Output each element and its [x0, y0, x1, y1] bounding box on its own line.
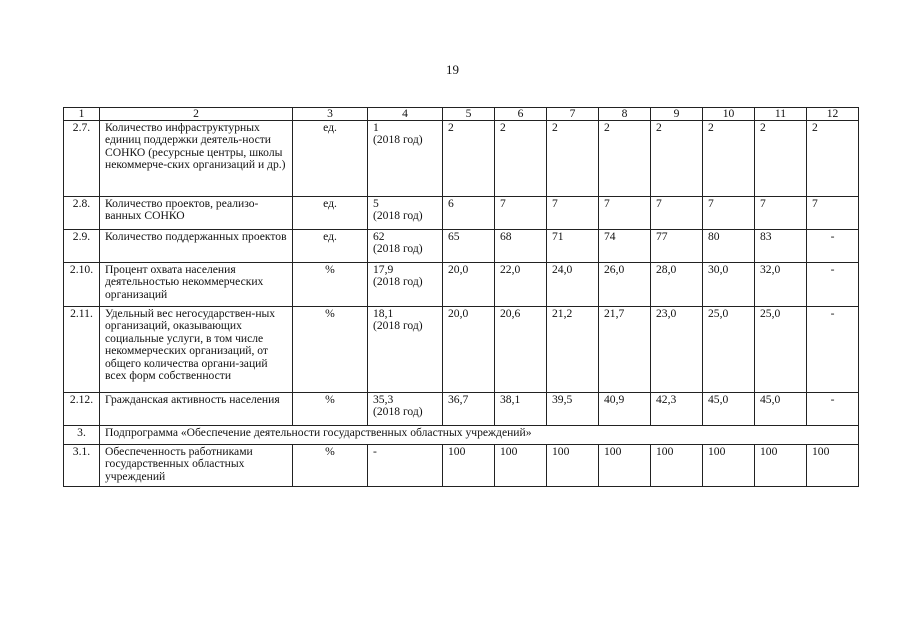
year-value-cell: 25,0 — [703, 307, 755, 393]
year-value-cell: 28,0 — [651, 263, 703, 307]
year-value-cell: 7 — [703, 197, 755, 230]
table-row — [64, 393, 859, 426]
year-value-cell: 36,7 — [443, 393, 495, 426]
row-number: 3.1. — [64, 445, 100, 487]
base-value-cell — [368, 197, 443, 230]
year-value-cell: 83 — [755, 230, 807, 263]
year-value-cell: 65 — [443, 230, 495, 263]
year-value-cell: - — [807, 307, 859, 393]
header-cell: 8 — [599, 108, 651, 121]
year-value-cell: 7 — [755, 197, 807, 230]
year-value-cell: 74 — [599, 230, 651, 263]
header-cell: 6 — [495, 108, 547, 121]
year-value-cell: 7 — [495, 197, 547, 230]
year-value-cell: 2 — [495, 121, 547, 197]
indicators-table — [63, 107, 859, 487]
row-number: 2.12. — [64, 393, 100, 426]
year-value-cell: 6 — [443, 197, 495, 230]
base-value-cell — [368, 230, 443, 263]
year-value-cell: 20,0 — [443, 307, 495, 393]
table-body — [64, 108, 859, 487]
unit-cell: ед. — [293, 197, 368, 230]
year-value-cell: 71 — [547, 230, 599, 263]
indicator-name: Процент охвата населения деятельностью некоммерческих организаций — [100, 263, 293, 307]
year-value-cell: 2 — [807, 121, 859, 197]
header-cell: 7 — [547, 108, 599, 121]
year-value-cell: - — [807, 230, 859, 263]
year-value-cell: 100 — [755, 445, 807, 487]
unit-cell: ед. — [293, 230, 368, 263]
header-cell: 12 — [807, 108, 859, 121]
year-value-cell: 77 — [651, 230, 703, 263]
base-value: 1 — [373, 121, 379, 134]
year-value-cell: 100 — [807, 445, 859, 487]
row-number: 2.10. — [64, 263, 100, 307]
year-value-cell: 2 — [651, 121, 703, 197]
row-number: 2.8. — [64, 197, 100, 230]
base-value-cell — [368, 121, 443, 197]
year-value-cell: 38,1 — [495, 393, 547, 426]
year-value-cell: 24,0 — [547, 263, 599, 307]
base-year: (2018 год) — [373, 405, 423, 419]
year-value-cell: 7 — [599, 197, 651, 230]
indicator-name: Гражданская активность населения — [100, 393, 293, 426]
indicator-name: Удельный вес негосударствен-ных организаций, оказывающих социальные услуги, в том числе некоммерческих организаций, от общего количества органи-заций всех форм собственности — [100, 307, 293, 393]
header-cell: 5 — [443, 108, 495, 121]
base-value-cell — [368, 263, 443, 307]
table-row — [64, 307, 859, 393]
base-value-cell — [368, 393, 443, 426]
year-value-cell: 7 — [547, 197, 599, 230]
year-value-cell: 80 — [703, 230, 755, 263]
year-value-cell: 32,0 — [755, 263, 807, 307]
year-value-cell: 100 — [547, 445, 599, 487]
table-row — [64, 121, 859, 197]
subprogram-number: 3. — [64, 426, 100, 445]
table-row — [64, 197, 859, 230]
table-row — [64, 263, 859, 307]
base-year: (2018 год) — [373, 275, 423, 289]
year-value-cell: 21,2 — [547, 307, 599, 393]
year-value-cell: 26,0 — [599, 263, 651, 307]
year-value-cell: 22,0 — [495, 263, 547, 307]
year-value-cell: 100 — [443, 445, 495, 487]
header-cell: 2 — [100, 108, 293, 121]
base-value: 35,3 — [373, 393, 394, 406]
year-value-cell: 100 — [651, 445, 703, 487]
year-value-cell: 2 — [755, 121, 807, 197]
indicator-name: Количество проектов, реализо-ванных СОНКО — [100, 197, 293, 230]
base-value-cell — [368, 307, 443, 393]
subprogram-row — [64, 426, 859, 445]
base-year: (2018 год) — [373, 242, 423, 256]
table-row — [64, 445, 859, 487]
page-number: 19 — [446, 62, 459, 77]
year-value-cell: 68 — [495, 230, 547, 263]
header-cell: 9 — [651, 108, 703, 121]
header-cell: 4 — [368, 108, 443, 121]
year-value-cell: 2 — [547, 121, 599, 197]
table-row — [64, 230, 859, 263]
year-value-cell: 2 — [443, 121, 495, 197]
unit-cell: ед. — [293, 121, 368, 197]
year-value-cell: 25,0 — [755, 307, 807, 393]
year-value-cell: 39,5 — [547, 393, 599, 426]
year-value-cell: 42,3 — [651, 393, 703, 426]
year-value-cell: - — [807, 263, 859, 307]
base-value: 5 — [373, 197, 379, 210]
year-value-cell: 2 — [703, 121, 755, 197]
base-value-cell: - — [368, 445, 443, 487]
row-number: 2.9. — [64, 230, 100, 263]
base-value: 62 — [373, 230, 385, 243]
unit-cell: % — [293, 445, 368, 487]
indicator-name: Количество инфраструктурных единиц поддержки деятель-ности СОНКО (ресурсные центры, школы некоммерче-ских организаций и др.) — [100, 121, 293, 197]
base-year: (2018 год) — [373, 133, 423, 147]
row-number: 2.7. — [64, 121, 100, 197]
year-value-cell: 100 — [703, 445, 755, 487]
header-cell: 1 — [64, 108, 100, 121]
year-value-cell: 20,0 — [443, 263, 495, 307]
base-year: (2018 год) — [373, 319, 423, 333]
year-value-cell: 20,6 — [495, 307, 547, 393]
row-number: 2.11. — [64, 307, 100, 393]
year-value-cell: 21,7 — [599, 307, 651, 393]
table-header-row — [64, 108, 859, 121]
year-value-cell: 7 — [807, 197, 859, 230]
year-value-cell: 40,9 — [599, 393, 651, 426]
unit-cell: % — [293, 263, 368, 307]
base-year: (2018 год) — [373, 209, 423, 223]
year-value-cell: 100 — [495, 445, 547, 487]
indicator-name: Обеспеченность работниками государственных областных учреждений — [100, 445, 293, 487]
unit-cell: % — [293, 393, 368, 426]
year-value-cell: 100 — [599, 445, 651, 487]
unit-cell: % — [293, 307, 368, 393]
year-value-cell: 45,0 — [755, 393, 807, 426]
header-cell: 3 — [293, 108, 368, 121]
year-value-cell: 45,0 — [703, 393, 755, 426]
year-value-cell: 23,0 — [651, 307, 703, 393]
year-value-cell: 30,0 — [703, 263, 755, 307]
indicator-name: Количество поддержанных проектов — [100, 230, 293, 263]
year-value-cell: 7 — [651, 197, 703, 230]
year-value-cell: 2 — [599, 121, 651, 197]
base-value: 18,1 — [373, 307, 394, 320]
base-value: 17,9 — [373, 263, 394, 276]
header-cell: 11 — [755, 108, 807, 121]
subprogram-title: Подпрограмма «Обеспечение деятельности государственных областных учреждений» — [100, 426, 859, 445]
header-cell: 10 — [703, 108, 755, 121]
year-value-cell: - — [807, 393, 859, 426]
